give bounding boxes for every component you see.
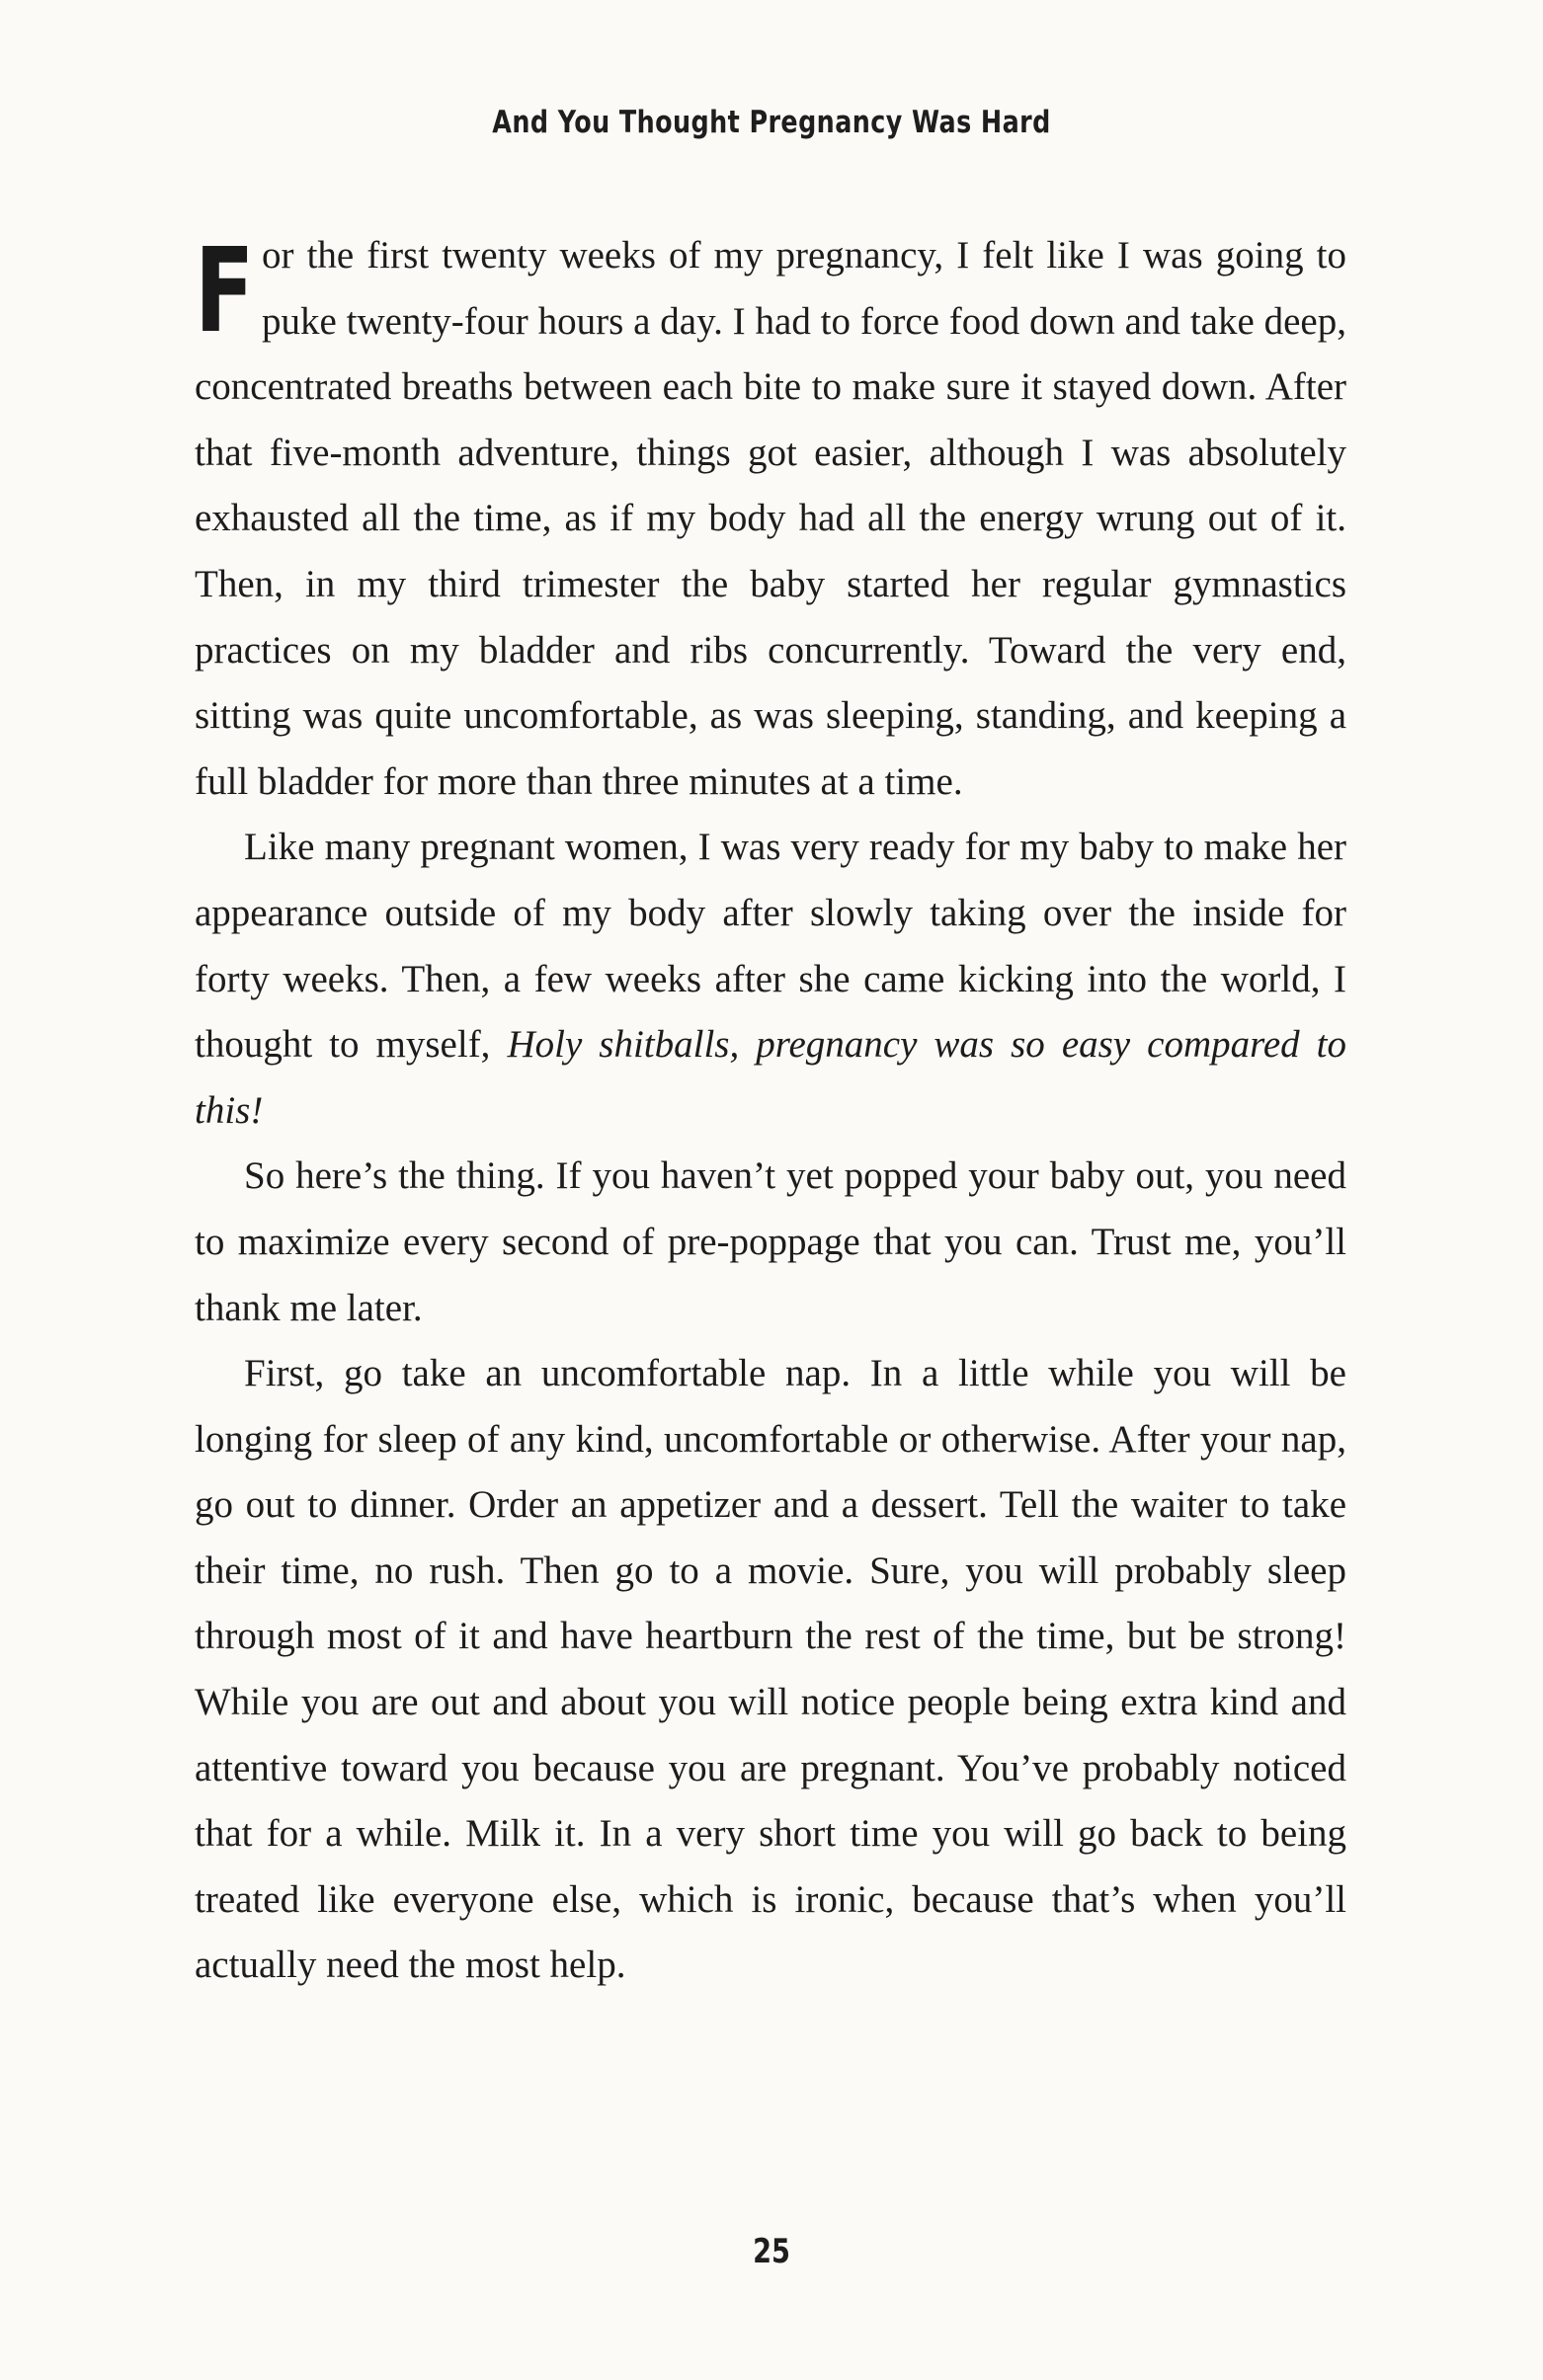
paragraph-1 bbox=[195, 223, 1346, 815]
paragraph-3: So here’s the thing. If you haven’t yet popped your baby out, you need to maximize every second of pre-poppage that you can. Trust me, you’ll thank me later. bbox=[195, 1154, 1346, 1329]
body-text bbox=[195, 223, 1346, 1999]
running-head-title: And You Thought Pregnancy Was Hard bbox=[492, 105, 1051, 140]
page-number: 25 bbox=[753, 2232, 790, 2271]
drop-cap-letter: F bbox=[195, 222, 255, 358]
paragraph-2-text: Like many pregnant women, I was very ready for my baby to make her appearance outside of my body after slowly taking over the inside for forty weeks. Then, a few weeks after she came kicking into the world, I thought to myself, bbox=[195, 826, 1346, 1067]
paragraph-2-italic: Holy shitballs, pregnancy was so easy compared to this! bbox=[195, 1023, 1346, 1132]
paragraph-2 bbox=[195, 815, 1346, 1144]
paragraph-1-text: or the first twenty weeks of my pregnancy, I felt like I was going to puke twenty-four hours a day. I had to force food down and take deep, concentrated breaths between each bite to make sure it stayed down. After that five-month adventure, things got easier, although I was absolutely exhausted all the time, as if my body had all the energy wrung out of it. Then, in my third trimester the baby started her regular gymnastics practices on my bladder and ribs concurrently. Toward the very end, sitting was quite uncomfortable, as was sleeping, standing, and keeping a full bladder for more than three minutes at a time. bbox=[195, 234, 1346, 803]
paragraph-4: First, go take an uncomfortable nap. In a little while you will be longing for sleep of any kind, uncomfortable or otherwise. After your nap, go out to dinner. Order an appetizer and a dessert. Tell the waiter to take their time, no rush. Then go to a movie. Sure, you will probably sleep through most of it and have heartburn the rest of the time, but be strong! While you are out and about you will notice people being extra kind and attentive toward you because you are pregnant. You’ve probably noticed that for a while. Milk it. In a very short time you will go back to being treated like everyone else, which is ironic, because that’s when you’ll actually need the most help. bbox=[195, 1352, 1346, 1987]
